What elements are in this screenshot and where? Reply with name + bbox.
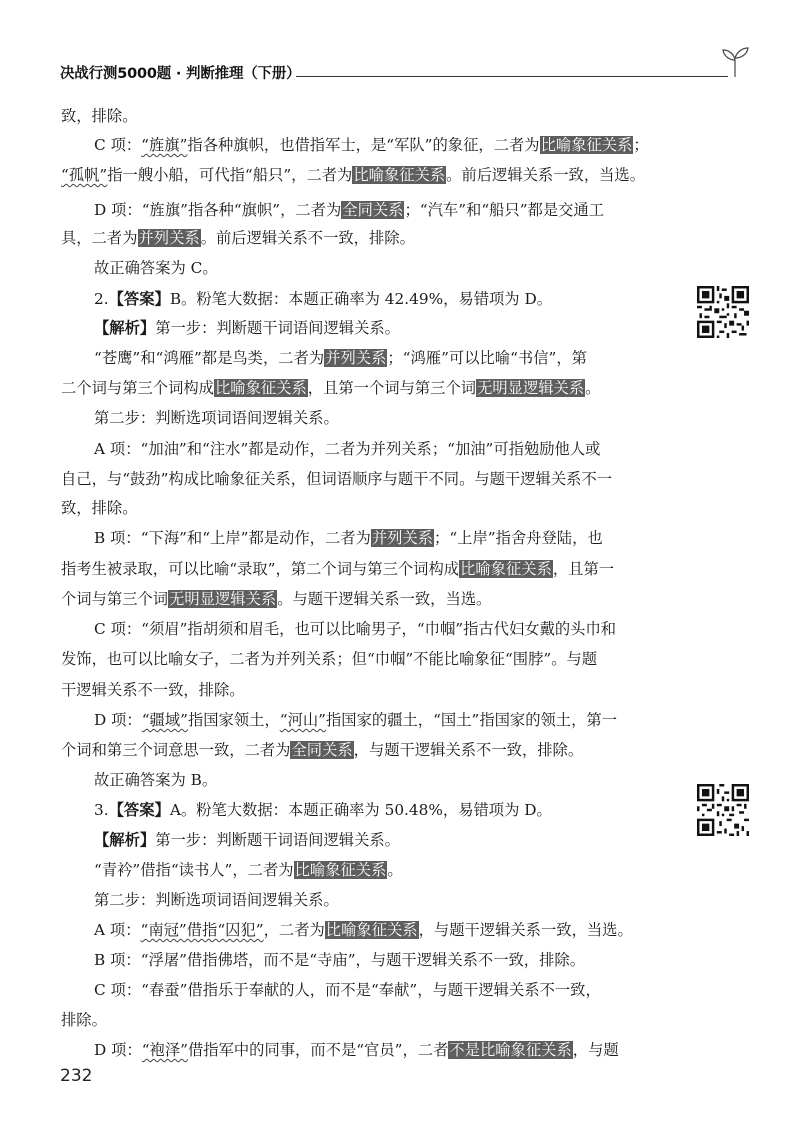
text-line-32: [94, 1040, 619, 1060]
text-line-21: [94, 710, 617, 730]
text-line-29: B 项：“浮屠”借指佛塔，而不是“寺庙”，与题干逻辑关系不一致，排除。: [94, 951, 585, 969]
segment: ，二者为: [263, 921, 325, 939]
segment: D 项：: [94, 711, 142, 729]
segment: 。: [585, 379, 601, 397]
text-line-4: [94, 200, 604, 220]
analysis-label: 【解析】: [94, 831, 156, 849]
header-rule: [296, 76, 728, 77]
text-line-25: [94, 830, 400, 850]
segment: A 项：: [94, 921, 141, 939]
text-line-13: 自己，与“鼓劲”构成比喻象征关系，但词语顺序与题干不同。与题干逻辑关系不一: [61, 470, 613, 488]
segment: ；“汽车”和“船只”都是交通工: [404, 201, 605, 219]
highlighted-term: 无明显逻辑关系: [169, 590, 277, 608]
segment: 具，二者为: [61, 229, 138, 247]
segment: 二个词与第三个词构成: [61, 379, 214, 397]
segment: ，且第一: [552, 560, 615, 578]
page-number: 232: [60, 1066, 93, 1086]
text-line-12: A 项：“加油”和“注水”都是动作，二者为并列关系；“加油”可指勉励他人或: [94, 440, 601, 458]
segment: 指考生被录取，可以比喻“录取”，第二个词与第三个词构成: [61, 560, 460, 578]
text-line-23: 故正确答案为 B。: [94, 771, 218, 789]
highlighted-term: 比喻象征关系: [294, 861, 387, 879]
segment: “南冠”借指“囚犯”: [140, 921, 264, 939]
highlighted-term: 比喻象征关系: [325, 921, 418, 939]
text-line-28: [94, 920, 633, 940]
highlighted-term: 比喻象征关系: [353, 166, 446, 184]
text-line-2: [94, 135, 649, 155]
segment: 。前后逻辑关系不一致，排除。: [200, 229, 415, 247]
highlighted-term: 并列关系: [138, 229, 200, 247]
text-line-24: [94, 800, 552, 820]
text-line-7: [94, 289, 552, 309]
segment: “孤帆”: [61, 166, 108, 184]
segment: ，与题干逻辑关系不一致，排除。: [353, 741, 584, 759]
running-header: [60, 62, 750, 86]
highlighted-term: 无明显逻辑关系: [477, 379, 585, 397]
segment: B。粉笔大数据：本题正确率为 42.49%，易错项为 D。: [169, 290, 553, 308]
segment: 借指军中的同事，而不是“官员”，二者: [187, 1041, 449, 1059]
text-line-27: 第二步：判断选项词语间逻辑关系。: [94, 891, 339, 909]
text-line-20: 干逻辑关系不一致，排除。: [61, 681, 245, 699]
segment: “苍鹰”和“鸿雁”都是鸟类，二者为: [94, 349, 325, 367]
text-line-6: 故正确答案为 C。: [94, 259, 218, 277]
text-line-17: [61, 589, 491, 609]
segment: ，且第一个词与第三个词: [307, 379, 477, 397]
text-line-22: [61, 740, 583, 760]
segment: 2.: [94, 290, 109, 308]
segment: 个词与第三个词: [61, 590, 169, 608]
highlighted-term: 全同关系: [291, 741, 353, 759]
segment: A。粉笔大数据：本题正确率为 50.48%，易错项为 D。: [169, 801, 552, 819]
analysis-label: 【解析】: [94, 319, 156, 337]
segment: ，与题: [572, 1041, 619, 1059]
text-line-30: C 项：“春蚕”借指乐于奉献的人，而不是“奉献”，与题干逻辑关系不一致，: [94, 981, 601, 999]
segment: 。: [387, 861, 403, 879]
highlighted-term: 比喻象征关系: [460, 560, 552, 578]
text-line-14: 致，排除。: [61, 499, 138, 517]
text-line-1: 致，排除。: [61, 107, 138, 125]
segment: D 项：“旌旗”指各种“旗帜”，二者为: [94, 201, 342, 219]
text-line-11: 第二步：判断选项词语间逻辑关系。: [94, 409, 339, 427]
text-line-18: C 项：“须眉”指胡须和眉毛，也可以比喻男子，“巾帼”指古代妇女戴的头巾和: [94, 620, 617, 638]
answer-label: 【答案】: [108, 290, 170, 308]
text-line-9: [94, 348, 587, 368]
segment: ；: [633, 136, 649, 154]
highlighted-term: 不是比喻象征关系: [449, 1041, 572, 1059]
segment: “河山”: [279, 711, 326, 729]
segment: D 项：: [94, 1041, 142, 1059]
text-line-10: [61, 378, 600, 398]
segment: “旌旗”: [141, 136, 188, 154]
highlighted-term: 比喻象征关系: [214, 379, 307, 397]
segment: 3.: [94, 801, 109, 819]
segment: ；“鸿雁”可以比喻“书信”，第: [387, 349, 587, 367]
qr-code-icon[interactable]: [697, 784, 749, 836]
segment: 。与题干逻辑关系一致，当选。: [277, 590, 492, 608]
sprout-icon: [720, 44, 750, 78]
text-line-26: [94, 860, 403, 880]
segment: “青衿”借指“读书人”，二者为: [94, 861, 294, 879]
text-line-19: 发饰，也可以比喻女子，二者为并列关系；但“巾帼”不能比喻象征“围脖”。与题: [61, 650, 598, 668]
qr-code-icon[interactable]: [697, 286, 749, 338]
answer-label: 【答案】: [108, 801, 170, 819]
highlighted-term: 并列关系: [325, 349, 387, 367]
segment: “袍泽”: [141, 1041, 188, 1059]
segment: C 项：: [94, 136, 142, 154]
segment: 第一步：判断题干词语间逻辑关系。: [155, 831, 400, 849]
highlighted-term: 比喻象征关系: [540, 136, 633, 154]
highlighted-term: 并列关系: [371, 529, 434, 547]
text-line-15: [94, 528, 603, 548]
segment: ，与题干逻辑关系一致，当选。: [418, 921, 633, 939]
segment: B 项：“下海”和“上岸”都是动作，二者为: [94, 529, 371, 547]
segment: 指国家的疆土，“国土”指国家的领土，第一: [326, 711, 617, 729]
text-line-16: [61, 559, 614, 579]
highlighted-term: 全同关系: [342, 201, 404, 219]
book-title: 决战行测5000题 · 判断推理（下册）: [60, 66, 301, 82]
segment: 。前后逻辑关系一致，当选。: [446, 166, 646, 184]
segment: 第一步：判断题干词语间逻辑关系。: [155, 319, 400, 337]
text-line-5: [61, 228, 415, 248]
text-line-3: [61, 165, 645, 185]
segment: 指国家领土，: [187, 711, 280, 729]
segment: ；“上岸”指舍舟登陆，也: [434, 529, 603, 547]
segment: 个词和第三个词意思一致，二者为: [61, 741, 291, 759]
text-line-8: [94, 318, 400, 338]
segment: “疆域”: [141, 711, 188, 729]
segment: 指各种旗帜，也借指军士，是“军队”的象征，二者为: [187, 136, 540, 154]
segment: 指一艘小船，可代指“船只”，二者为: [107, 166, 353, 184]
text-line-31: 排除。: [61, 1011, 107, 1029]
